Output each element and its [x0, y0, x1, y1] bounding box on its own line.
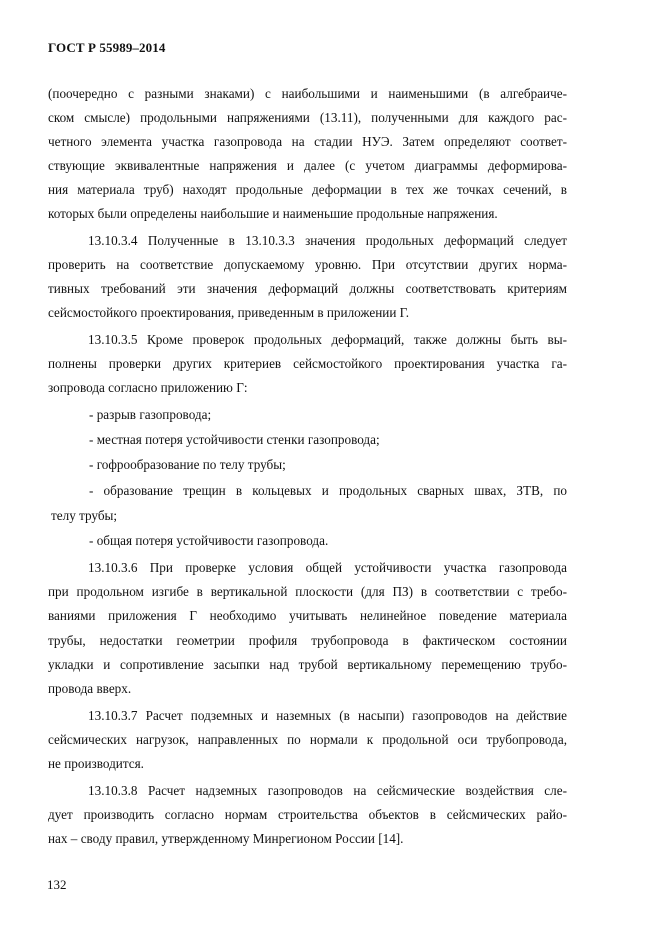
- paragraph-first-line: 13.10.3.8 Расчет надземных газопроводов на сейсмические воздействия сле-: [88, 783, 567, 798]
- text-line: полнены проверки других критериев сейсмостойкого проектирования участка га-: [48, 356, 567, 371]
- paragraph-first-line: 13.10.3.6 При проверке условия общей устойчивости участка газопровода: [88, 560, 567, 575]
- list-item-continuation: телу трубы;: [51, 508, 118, 523]
- text-line: укладки и сопротивление засыпки над трубой вертикальному перемещению трубо-: [48, 657, 567, 672]
- text-line: ском смысле) продольными напряжениями (13.11), полученными для каждого рас-: [48, 110, 567, 125]
- text-line: ствующие эквивалентные напряжения и далее (с учетом диаграммы деформирова-: [48, 158, 567, 173]
- text-line: зопровода согласно приложению Г:: [48, 380, 248, 395]
- paragraph-first-line: 13.10.3.7 Расчет подземных и наземных (в насыпи) газопроводов на действие: [88, 708, 567, 723]
- text-line: дует производить согласно нормам строительства объектов в сейсмических райо-: [48, 807, 567, 822]
- list-item: - местная потеря устойчивости стенки газопровода;: [89, 432, 380, 447]
- text-line: при продольном изгибе в вертикальной плоскости (для ПЗ) в соответствии с требо-: [48, 584, 567, 599]
- text-line: трубы, недостатки геометрии профиля трубопровода в фактическом состоянии: [48, 633, 567, 648]
- text-line: провода вверх.: [48, 681, 132, 696]
- text-line: не производится.: [48, 756, 144, 771]
- text-line: тивных требований эти значения деформаций должны соответствовать критериям: [48, 281, 567, 296]
- list-item: - образование трещин в кольцевых и продольных сварных швах, ЗТВ, по: [89, 483, 567, 498]
- text-line: проверить на соответствие допускаемому уровню. При отсутствии других норма-: [48, 257, 567, 272]
- list-item: - гофрообразование по телу трубы;: [89, 457, 286, 472]
- list-item: - общая потеря устойчивости газопровода.: [89, 533, 329, 548]
- text-line: сейсмостойкого проектирования, приведенным в приложении Г.: [48, 305, 410, 320]
- page-number: 132: [47, 877, 67, 892]
- paragraph-first-line: 13.10.3.5 Кроме проверок продольных деформаций, также должны быть вы-: [88, 332, 567, 347]
- text-line: сейсмических нагрузок, направленных по нормали к продольной оси трубопровода,: [48, 732, 567, 747]
- text-line: (поочередно с разными знаками) с наибольшими и наименьшими (в алгебраиче-: [48, 86, 567, 101]
- text-line: нах – своду правил, утвержденному Минрегионом России [14].: [48, 831, 404, 846]
- page-header: ГОСТ Р 55989–2014: [48, 40, 166, 55]
- text-line: которых были определены наибольшие и наименьшие продольные напряжения.: [48, 206, 498, 221]
- list-item: - разрыв газопровода;: [89, 407, 212, 422]
- paragraph-first-line: 13.10.3.4 Полученные в 13.10.3.3 значения продольных деформаций следует: [88, 233, 567, 248]
- text-line: четного элемента участка газопровода на стадии НУЭ. Затем определяют соответ-: [48, 134, 567, 149]
- text-line: ваниями приложения Г необходимо учитывать нелинейное поведение материала: [48, 608, 567, 623]
- text-line: ния материала труб) находят продольные деформации в тех же точках сечений, в: [48, 182, 567, 197]
